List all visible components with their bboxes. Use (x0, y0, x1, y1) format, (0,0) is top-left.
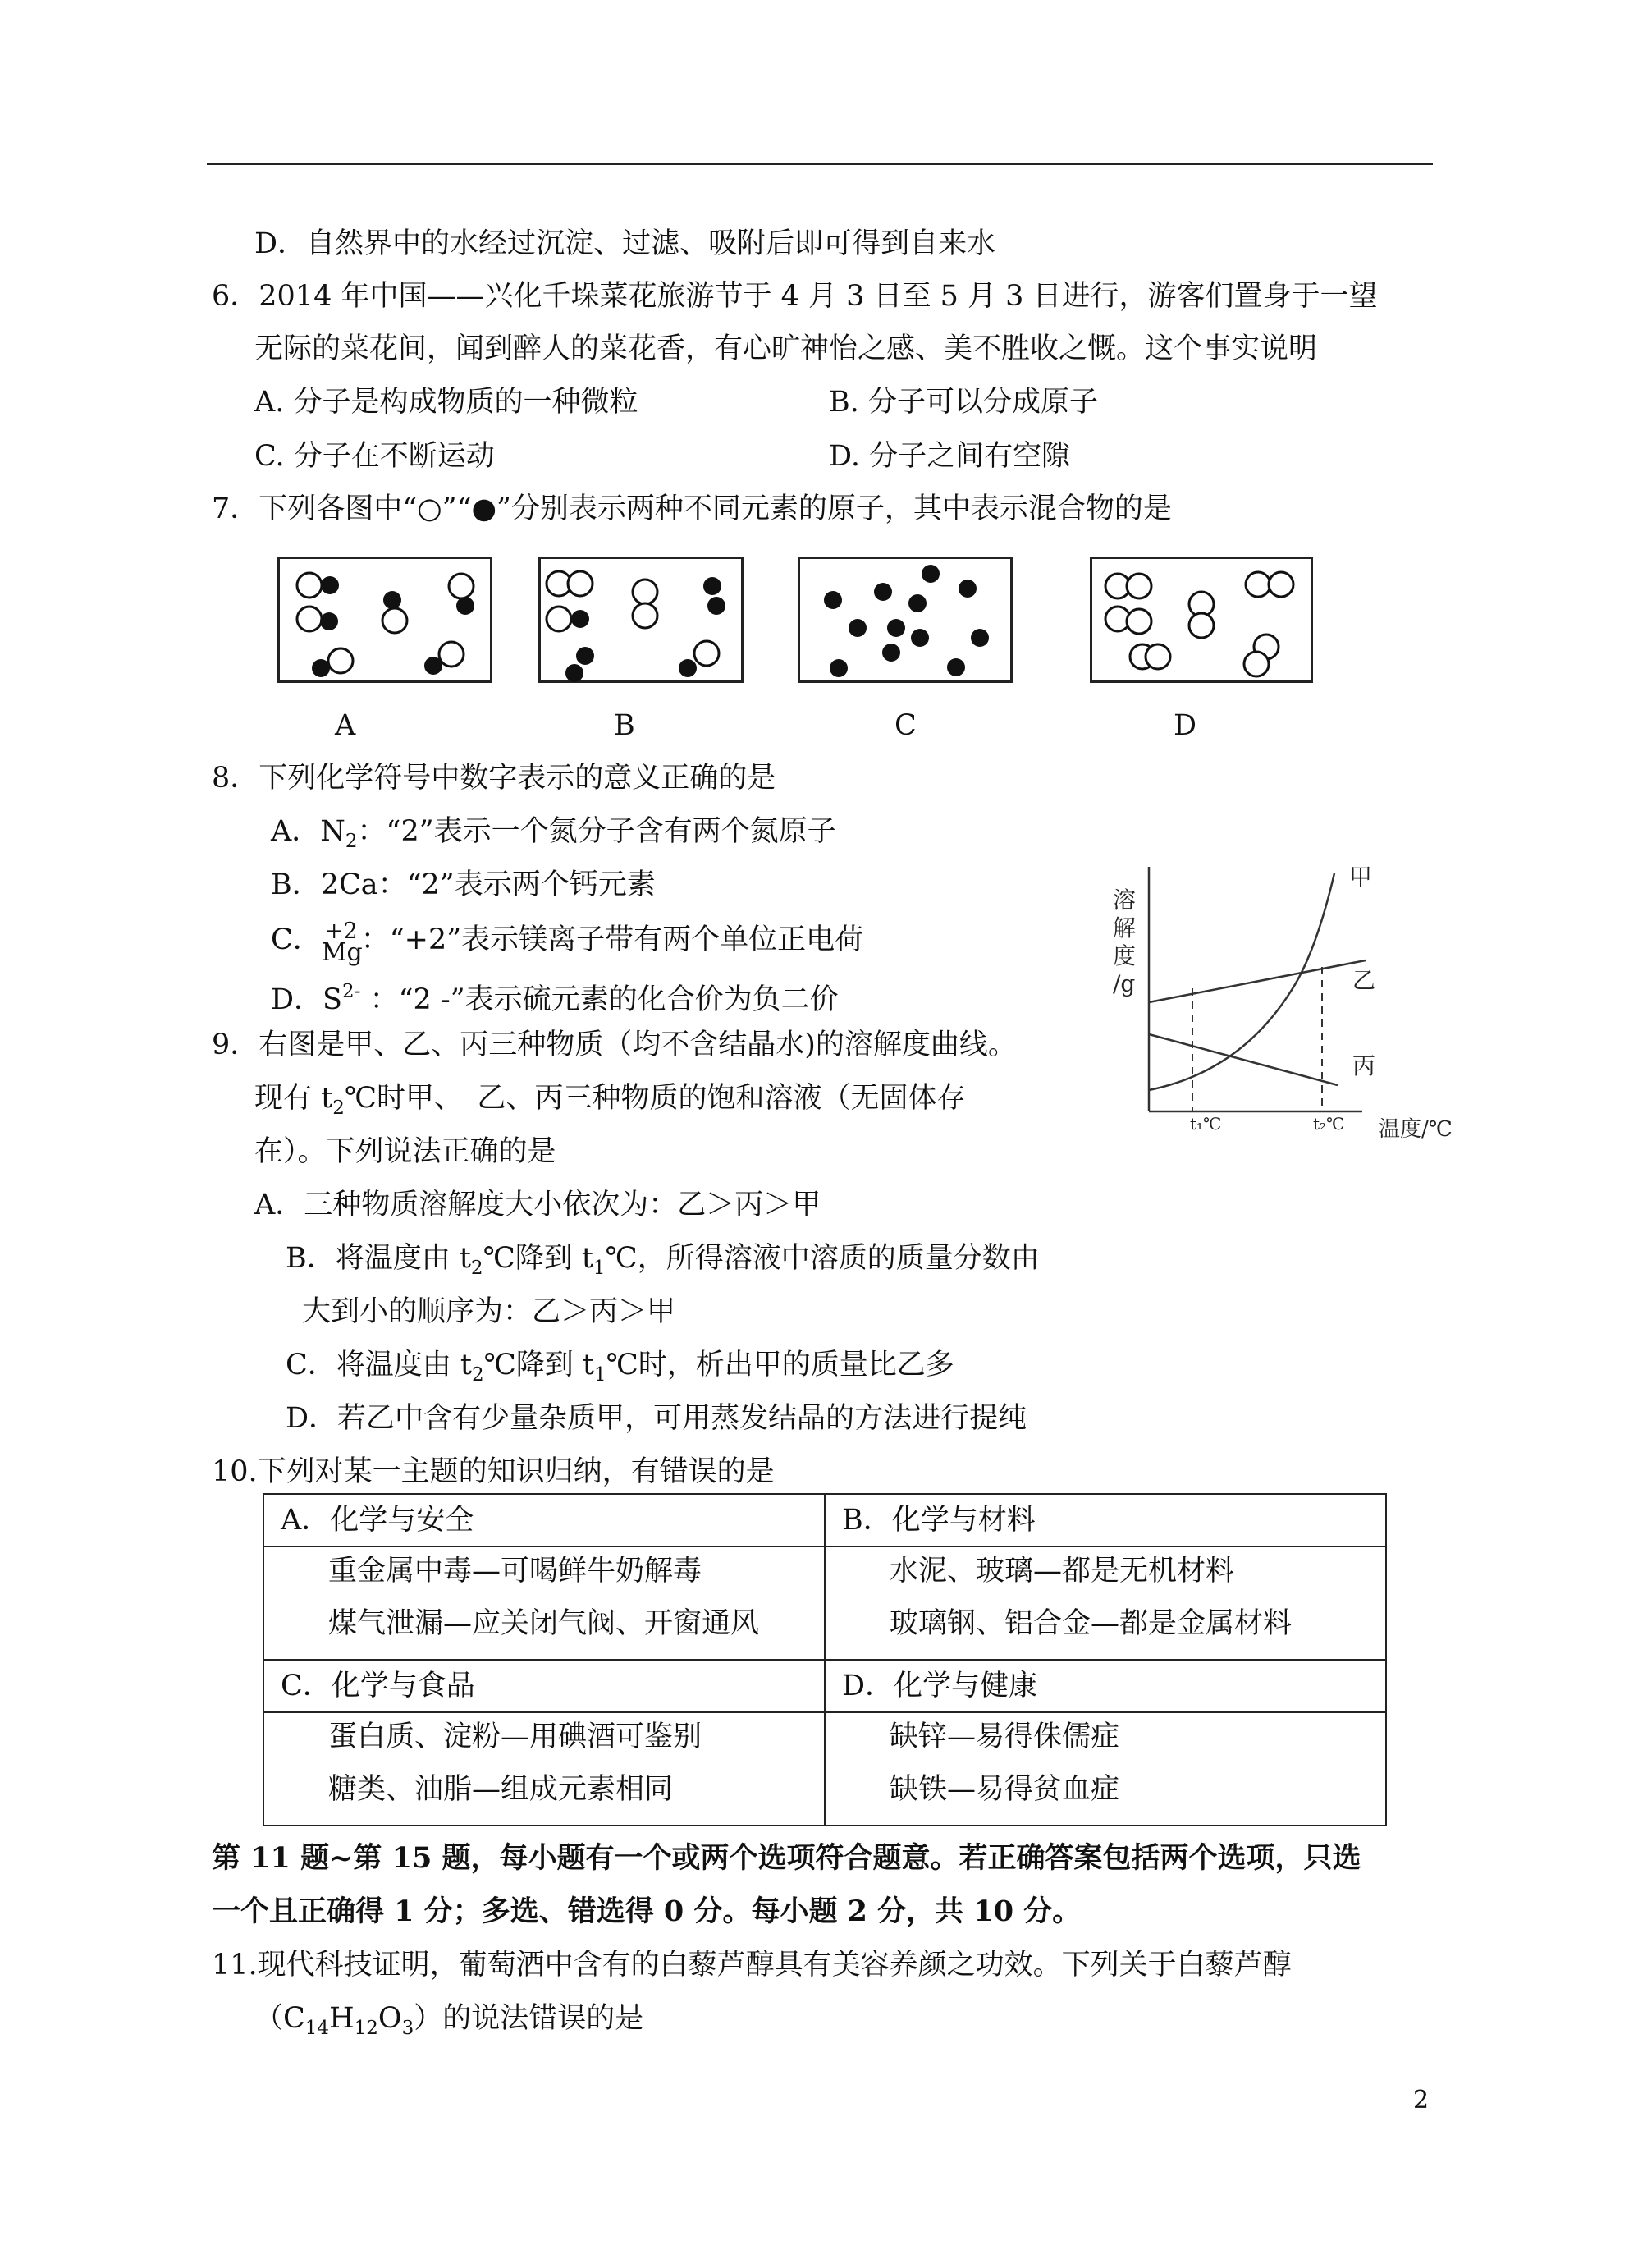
cell-b-body (825, 1546, 1386, 1660)
q7-stem: 7．下列各图中“○”“●”分别表示两种不同元素的原子，其中表示混合物的是 (212, 493, 1172, 525)
q7-figure-c (798, 557, 1013, 683)
cell-b-line-2: 玻璃钢、铝合金—都是金属材料 (890, 1607, 1293, 1640)
cell-a-body (263, 1546, 825, 1660)
q9-stem-line2: 现有 $t_2℃$时甲、 乙、丙三种物质的饱和溶液（无固体存 (254, 1082, 966, 1119)
solubility-curve-figure (1091, 850, 1469, 1162)
xtick-t2: t₂℃ (1313, 1114, 1345, 1134)
curve-jia (1149, 873, 1334, 1090)
q7-figure-b (538, 557, 744, 683)
q9-option-a: A．三种物质溶解度大小依次为：乙＞丙＞甲 (254, 1189, 821, 1221)
q10-knowledge-table (263, 1493, 1387, 1826)
ylabel-char-3: 度 (1113, 942, 1137, 969)
q6-option-a: A. 分子是构成物质的一种微粒 (254, 386, 638, 419)
q6-stem-line2: 无际的菜花间，闻到醉人的菜花香，有心旷神怡之感、美不胜收之慨。这个事实说明 (254, 332, 1318, 365)
cell-d-line-2: 缺铁—易得贫血症 (890, 1773, 1120, 1806)
cell-b-line-1: 水泥、玻璃—都是无机材料 (890, 1555, 1235, 1588)
series-label-bing: 丙 (1352, 1052, 1376, 1079)
q7-label-d: D (1174, 709, 1197, 742)
cell-d-title: D．化学与健康 (825, 1660, 1386, 1712)
q8-stem: 8．下列化学符号中数字表示的意义正确的是 (212, 762, 776, 795)
q9-option-b-line1: B．将温度由 $t_2℃$降到 $t_1℃$，所得溶液中溶质的质量分数由 (286, 1242, 1040, 1279)
xlabel: 温度/℃ (1379, 1117, 1453, 1142)
cell-a-line-1: 重金属中毒—可喝鲜牛奶解毒 (328, 1555, 702, 1588)
cell-c-body (263, 1712, 825, 1826)
cell-d-body (825, 1712, 1386, 1826)
q7-figure-d (1090, 557, 1313, 683)
q9-option-c: C．将温度由 $t_2℃$降到 $t_1℃$时，析出甲的质量比乙多 (286, 1349, 954, 1386)
page-number: 2 (1413, 2086, 1430, 2115)
q8-option-c: C． +2 Mg ：“+2”表示镁离子带有两个单位正电荷 (271, 919, 864, 967)
header-rule (207, 163, 1433, 165)
section-instruction-line1: 第 11 题~第 15 题，每小题有一个或两个选项符合题意。若正确答案包括两个选项，只选 (212, 1841, 1361, 1875)
q5-option-d: D．自然界中的水经过沉淀、过滤、吸附后即可得到自来水 (254, 227, 996, 260)
q6-option-c: C. 分子在不断运动 (254, 440, 495, 473)
xtick-t1: t₁℃ (1190, 1114, 1222, 1134)
q11-stem-line1: 11.现代科技证明，葡萄酒中含有的白藜芦醇具有美容养颜之功效。下列关于白藜芦醇 (212, 1949, 1292, 1982)
q6-option-d: D. 分子之间有空隙 (829, 440, 1071, 473)
q9-option-b-line2: 大到小的顺序为：乙＞丙＞甲 (302, 1295, 676, 1328)
curve-bing (1149, 1034, 1338, 1085)
cell-c-line-2: 糖类、油脂—组成元素相同 (328, 1773, 674, 1806)
cell-a-line-2: 煤气泄漏—应关闭气阀、开窗通风 (328, 1607, 760, 1640)
curve-yi (1149, 960, 1366, 1002)
q7-label-b: B (614, 709, 635, 742)
q7-label-c: C (894, 709, 917, 742)
cell-b-title: B．化学与材料 (825, 1494, 1386, 1546)
q7-figure-a (277, 557, 492, 683)
cell-d-line-1: 缺锌—易得侏儒症 (890, 1720, 1120, 1753)
q9-stem-line1: 9．右图是甲、乙、丙三种物质（均不含结晶水)的溶解度曲线。 (212, 1029, 1017, 1061)
q8-option-b: B．2Ca：“2”表示两个钙元素 (271, 868, 656, 901)
q9-stem-line3: 在）。下列说法正确的是 (254, 1135, 556, 1168)
q7-label-a: A (335, 709, 356, 742)
cell-a-title: A．化学与安全 (263, 1494, 825, 1546)
q6-stem-line1: 6．2014 年中国——兴化千垛菜花旅游节于 4 月 3 日至 5 月 3 日进行，游客们置身于一望 (212, 280, 1378, 313)
q8-option-d: D．$S^{2-}$ ：“2 -”表示硫元素的化合价为负二价 (271, 981, 839, 1016)
cell-c-line-1: 蛋白质、淀粉—用碘酒可鉴别 (328, 1720, 702, 1753)
series-label-yi: 乙 (1352, 967, 1376, 994)
q9-option-d: D．若乙中含有少量杂质甲，可用蒸发结晶的方法进行提纯 (286, 1402, 1027, 1435)
series-label-jia: 甲 (1349, 864, 1373, 891)
ylabel-char-4: /g (1113, 970, 1136, 997)
q11-stem-line2: $(C_{14}H_{12}O_3)$的说法错误的是 (254, 2002, 644, 2039)
cell-c-title: C．化学与食品 (263, 1660, 825, 1712)
ylabel-char-2: 解 (1113, 914, 1137, 942)
q6-option-b: B. 分子可以分成原子 (829, 386, 1098, 419)
section-instruction-line2: 一个且正确得 1 分；多选、错选得 0 分。每小题 2 分，共 10 分。 (212, 1895, 1082, 1928)
ylabel-char-1: 溶 (1113, 887, 1137, 914)
q10-stem: 10.下列对某一主题的知识归纳，有错误的是 (212, 1455, 775, 1488)
q8-option-a: A．$N_2$：“2”表示一个氮分子含有两个氮原子 (271, 815, 836, 852)
